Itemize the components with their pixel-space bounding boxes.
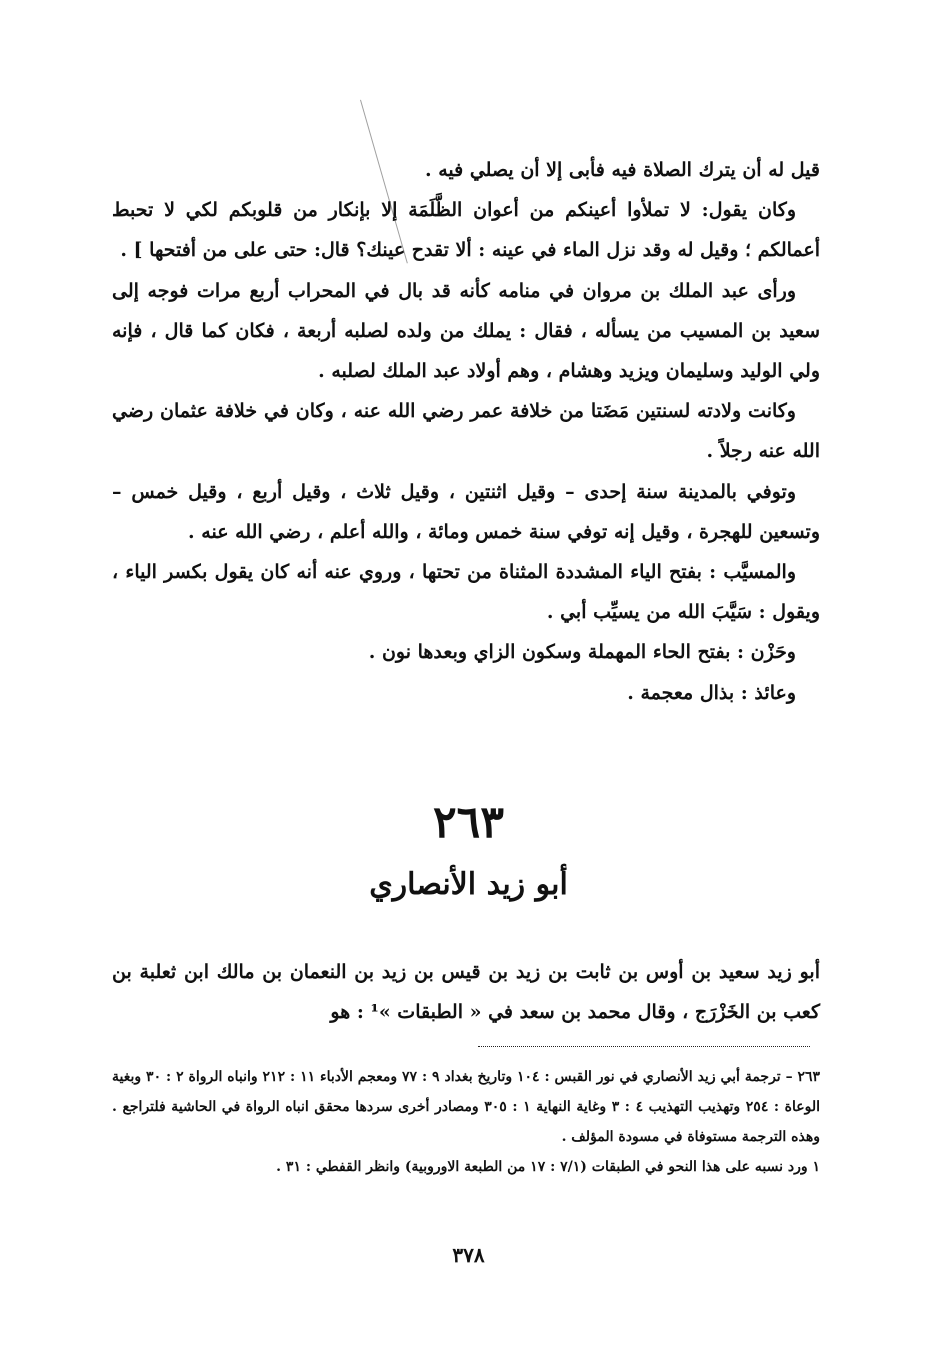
paragraph: وكان يقول: لا تملأوا أعينكم من أعوان الظَّلَمَة إلا بإنكار من قلوبكم لكي لا تحبط أعمالكم ؛ وقيل له وقد نزل الماء في عينه : ألا تقدح عينك؟ قال: حتى على من أفتحها ] . xyxy=(112,199,820,262)
biography-number: ٢٦٣ xyxy=(433,797,504,848)
paragraph: وكانت ولادته لسنتين مَضَتا من خلافة عمر رضي الله عنه ، وكان في خلافة عثمان رضي الله عنه رجلاً . xyxy=(112,400,820,463)
biography-title: أبو زيد الأنصاري xyxy=(369,867,568,902)
footnote-main: ٢٦٣ – ترجمة أبي زيد الأنصاري في نور القبس : ١٠٤ وتاريخ بغداد ٩ : ٧٧ ومعجم الأدباء ١١ : ٢١٢ وانباه الرواة ٢ : ٣٠ وبغية الوعاة : ٢٥٤ وتهذيب التهذيب ٤ : ٣ وغاية النهاية ١ : ٣٠٥ ومصادر أخرى سردها محقق انباه الرواة في الحاشية فلتراجع . وهذه الترجمة مستوفاة في مسودة المؤلف . xyxy=(112,1069,821,1145)
paragraph: وتوفي بالمدينة سنة إحدى – وقيل اثنتين ، وقيل ثلاث ، وقيل أربع ، وقيل خمس – وتسعين للهجرة ، وقيل إنه توفي سنة خمس ومائة ، والله أعلم ، رضي الله عنه . xyxy=(112,480,820,543)
biography-intro xyxy=(112,952,820,1032)
main-text xyxy=(112,150,820,713)
paragraph: أبو زيد سعيد بن أوس بن ثابت بن زيد بن قيس بن زيد بن النعمان بن مالك ابن ثعلبة بن كعب بن الخَزْرَج ، وقال محمد بن سعد في « الطبقات »¹ : هو xyxy=(112,961,820,1023)
paragraph: وعائذ : بذال معجمة . xyxy=(627,681,796,704)
paragraph: ورأى عبد الملك بن مروان في منامه كأنه قد بال في المحراب أربع مرات فوجه إلى سعيد بن المسيب من يسأله ، فقال : يملك من ولده لصلبه أربعة ، فكان كما قال ، فإنه ولي الوليد وسليمان ويزيد وهشام ، وهم أولاد عبد الملك لصلبه . xyxy=(112,279,820,383)
footnotes xyxy=(112,1062,820,1182)
page-number: ٣٧٨ xyxy=(452,1243,485,1267)
footnote-1: ١ ورد نسبه على هذا النحو في الطبقات (٧/١ : ١٧ من الطبعة الاوروبية) وانظر القفطي : ٣١ . xyxy=(276,1159,820,1175)
paragraph: قيل له أن يترك الصلاة فيه فأبى إلا أن يصلي فيه . xyxy=(424,159,820,181)
paragraph: والمسيَّب : بفتح الياء المشددة المثناة من تحتها ، وروي عنه أنه كان يقول بكسر الياء ، ويقول : سَيَّبَ الله من يسيِّب أبي . xyxy=(112,561,820,624)
footnote-divider xyxy=(478,1046,810,1047)
paragraph: وحَزْن : بفتح الحاء المهملة وسكون الزاي وبعدها نون . xyxy=(368,641,796,664)
